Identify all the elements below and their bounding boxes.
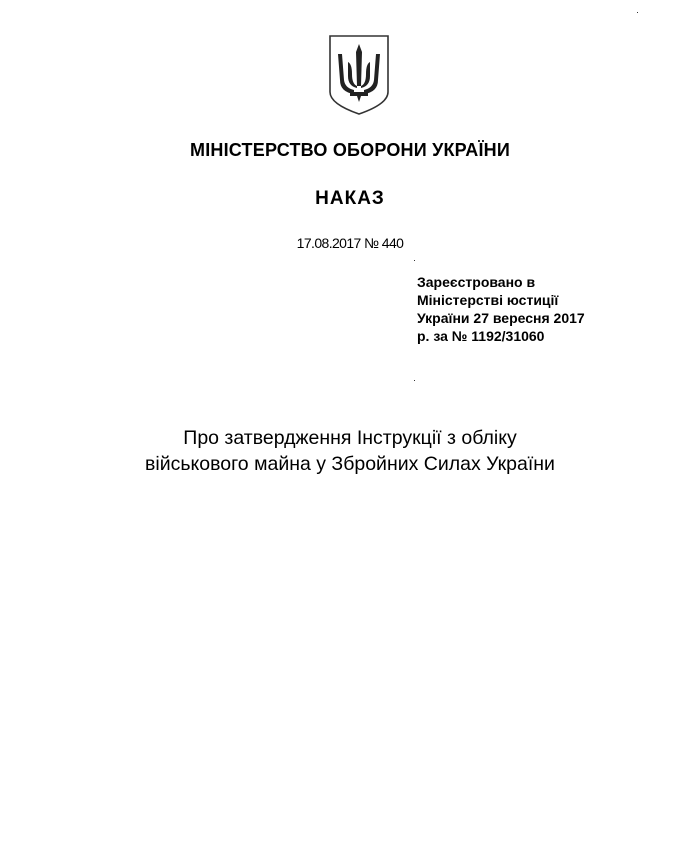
stray-mark [414, 260, 415, 261]
registration-line: України 27 вересня 2017 [417, 310, 585, 326]
registration-line: Міністерстві юстиції [417, 292, 559, 308]
ministry-name: МІНІСТЕРСТВО ОБОРОНИ УКРАЇНИ [190, 140, 510, 160]
trident-coat-of-arms-icon [328, 34, 390, 116]
registration-line: р. за № 1192/31060 [417, 328, 545, 344]
title-line: військового майна у Збройних Силах України [145, 453, 555, 475]
registration-note [417, 273, 585, 345]
document-date: 17.08.2017 [296, 235, 361, 251]
document-title [0, 425, 700, 477]
stray-mark [637, 12, 638, 13]
registration-line: Зареєстровано в [417, 274, 536, 290]
title-line: Про затвердження Інструкції з обліку [183, 427, 517, 449]
stray-mark [414, 380, 415, 381]
document-date-number [0, 235, 700, 251]
document-number: № 440 [364, 235, 404, 251]
document-type: НАКАЗ [315, 188, 385, 209]
